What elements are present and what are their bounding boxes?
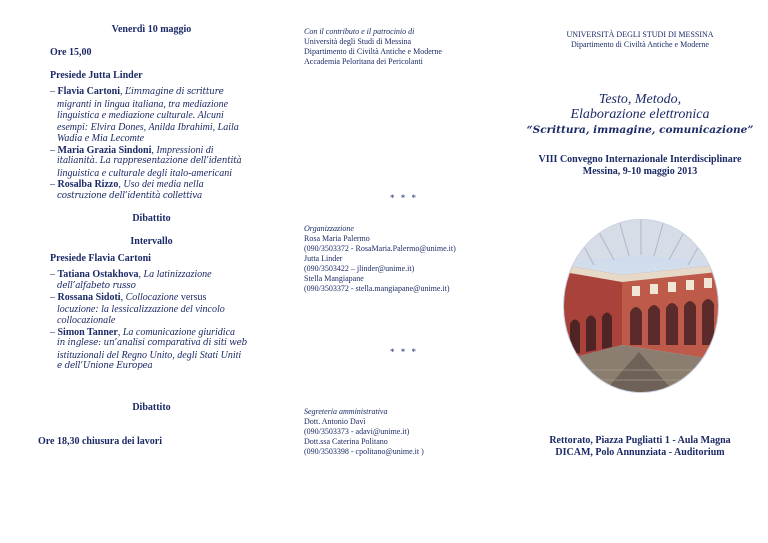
chair-heading: Presiede Flavia Cartoni (50, 253, 151, 264)
conference-place-date: Messina, 9-10 maggio 2013 (582, 166, 698, 177)
separator-stars: * * * (390, 193, 418, 203)
talk-title: Impressioni di (156, 144, 214, 156)
contact-details: (090/3503398 - cpolitano@unime.it ) (304, 447, 424, 456)
talk-item: – Tatiana Ostakhova, La latinizzazione dell’alfabeto russo (50, 269, 255, 292)
talk-item: – Flavia Cartoni, L’immagine di scritture migranti in lingua italiana, tra mediazione linguistica e mediazione culturale. Alcuni esempi: Elvira Dones, Anilda Ibrahimi, Laila Wadia e Mia Lecomte (50, 86, 255, 145)
speaker-name: Simon Tanner (57, 326, 118, 338)
closing-time: Ore 18,30 chiusura dei lavori (38, 436, 162, 447)
chair-heading: Presiede Jutta Linder (50, 70, 143, 81)
sponsors-block (304, 27, 504, 67)
sponsor-line: Accademia Peloritana dei Pericolanti (304, 57, 423, 66)
talk-title-cont: migranti in lingua italiana, tra mediazione linguistica e mediazione culturale. Alcuni esempi: Elvira Dones, Anilda Ibrahimi, Laila Wadia e Mia Lecomte (57, 98, 239, 144)
talk-title-cont: locuzione: la lessicalizzazione del vincolo collocazionale (57, 303, 225, 326)
talk-title-cont: e dell’Unione Europea (57, 361, 153, 371)
contact-name: Dott. Antonio Davì (304, 417, 366, 426)
talk-item: – Rosalba Rizzo, Uso dei media nella costruzione dell’identità collettiva (50, 179, 255, 202)
contact-details: (090/3503372 - RosaMaria.Palermo@unime.it) (304, 244, 456, 253)
talk-title-cont: italianità. La rappresentazione dell’identità (57, 156, 242, 166)
conference-subtitle: “Scrittura, immagine, comunicazione” (526, 124, 754, 136)
talk-title-cont: istituzionali del Regno Unito, degli Stati Uniti (57, 349, 242, 361)
sponsor-line: Dipartimento di Civiltà Antiche e Moderne (304, 47, 442, 56)
talk-title-cont: linguistica e culturale degli italo-americani (57, 167, 232, 179)
university-header (530, 30, 750, 50)
talk-title: Collocazione (125, 292, 179, 303)
speaker-name: Maria Grazia Sindoni (57, 144, 152, 156)
contact-name: Jutta Linder (304, 254, 343, 263)
venue-line: DICAM, Polo Annunziata - Auditorium (555, 447, 725, 458)
speaker-name: Rossana Sidoti (57, 292, 121, 303)
day-heading: Venerdì 10 maggio (111, 24, 192, 35)
sponsor-line: Università degli Studi di Messina (304, 37, 412, 46)
talk-title: Uso dei media nella (123, 179, 204, 190)
title-line: Testo, Metodo, (598, 92, 682, 107)
speaker-name: Flavia Cartoni (57, 86, 120, 97)
organization-heading: Organizzazione (304, 224, 354, 233)
contact-details: (090/3503372 - stella.mangiapane@unime.it) (304, 284, 450, 293)
conference-info (510, 154, 768, 178)
venue-line: Rettorato, Piazza Pugliatti 1 - Aula Magna (549, 435, 731, 446)
building-photo (563, 219, 719, 393)
conference-title (520, 92, 760, 122)
administration-heading: Segreteria amministrativa (304, 407, 388, 416)
break-label: Intervallo (130, 236, 173, 247)
contact-name: Rosa Maria Palermo (304, 234, 370, 243)
department-name: Dipartimento di Civiltà Antiche e Moderne (571, 40, 709, 49)
debate-label: Dibattito (132, 213, 171, 224)
talk-title-plain: versus (180, 292, 207, 303)
university-name: UNIVERSITÀ DEGLI STUDI DI MESSINA (566, 30, 714, 39)
debate-label: Dibattito (132, 402, 171, 413)
speaker-name: Rosalba Rizzo (57, 179, 119, 190)
contact-details: (090/3503422 – jlinder@unime.it) (304, 264, 415, 273)
talk-title-cont: costruzione dell’identità collettiva (57, 190, 203, 201)
talk-title: L’immagine di scritture (125, 87, 224, 97)
building-illustration (564, 220, 718, 392)
title-line: Elaborazione elettronica (570, 107, 710, 122)
contact-name: Dott.ssa Caterina Politano (304, 437, 388, 446)
talk-title-cont: in inglese: un’analisi comparativa di siti web (57, 338, 248, 348)
organization-block (304, 224, 504, 294)
sponsors-heading: Con il contributo e il patrocinio di (304, 27, 415, 36)
separator-stars: * * * (390, 347, 418, 357)
talk-list (50, 269, 255, 373)
contact-details: (090/3503373 - adavi@unime.it) (304, 427, 410, 436)
conference-edition: VIII Convegno Internazionale Interdisciplinare (538, 154, 742, 165)
talk-list (50, 86, 255, 202)
venue-block (520, 435, 760, 459)
administration-block (304, 407, 504, 457)
talk-title-cont: dell’alfabeto russo (57, 280, 136, 291)
time-start: Ore 15,00 (50, 47, 92, 58)
talk-item: – Rossana Sidoti, Collocazione versus locuzione: la lessicalizzazione del vincolo collocazionale (50, 292, 255, 327)
talk-item: – Simon Tanner, La comunicazione giuridica in inglese: un’analisi comparativa di siti web istituzionali del Regno Unito, degli Stati Uniti e dell’Unione Europea (50, 327, 255, 373)
contact-name: Stella Mangiapane (304, 274, 364, 283)
talk-title: La comunicazione giuridica (122, 326, 236, 338)
speaker-name: Tatiana Ostakhova (57, 269, 139, 280)
talk-item: – Maria Grazia Sindoni, Impressioni di italianità. La rappresentazione dell’identità linguistica e culturale degli italo-americani (50, 145, 255, 180)
talk-title: La latinizzazione (143, 269, 212, 280)
